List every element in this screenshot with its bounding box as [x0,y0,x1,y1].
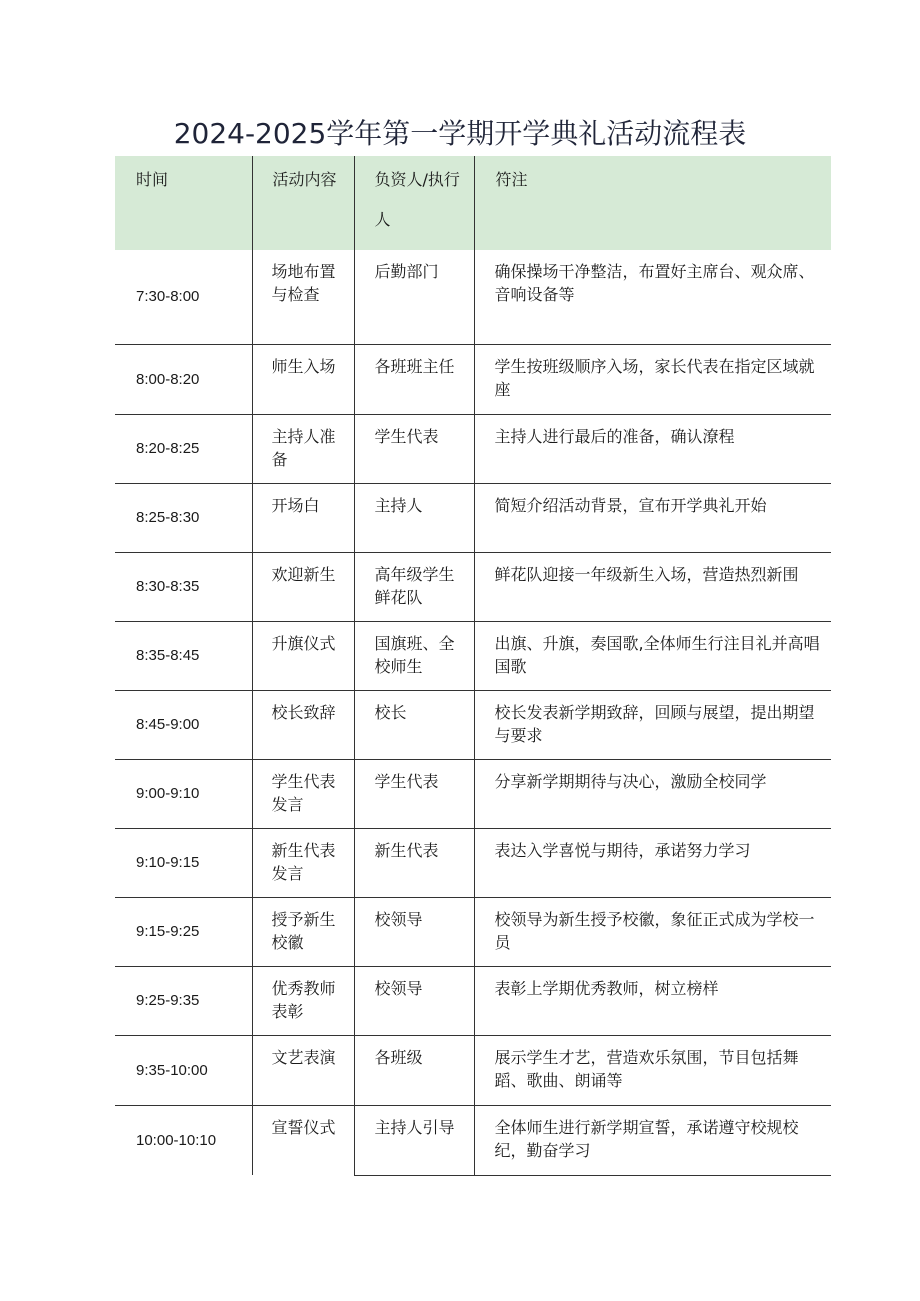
page-title: 2024-2025学年第一学期开学典礼活动流程表 [173,117,747,150]
note-cell: 表达入学喜悦与期待，承诺努力学习 [474,828,831,897]
person-cell: 高年级学生鲜花队 [354,552,474,621]
note-cell: 展示学生才艺，营造欢乐氛围，节目包括舞蹈、歌曲、朗诵等 [474,1035,831,1105]
activity-cell: 升旗仪式 [252,621,354,690]
table-row [115,759,831,828]
time-cell: 8:20-8:25 [115,414,252,483]
activity-cell: 场地布置与检查 [252,250,354,344]
table-row [115,1035,831,1105]
table-row [115,828,831,897]
time-cell: 9:10-9:15 [115,828,252,897]
activity-cell: 优秀教师表彰 [252,966,354,1035]
note-cell: 表彰上学期优秀教师，树立榜样 [474,966,831,1035]
activity-cell: 新生代表发言 [252,828,354,897]
activity-cell: 欢迎新生 [252,552,354,621]
person-cell: 国旗班、全校师生 [354,621,474,690]
note-cell: 出旗、升旗，奏国歌,全体师生行注目礼并高唱国歌 [474,621,831,690]
table-row [115,483,831,552]
time-cell: 8:30-8:35 [115,552,252,621]
table-body [115,250,831,1175]
person-cell: 校领导 [354,966,474,1035]
activity-cell: 学生代表发言 [252,759,354,828]
table-header [115,156,831,250]
person-cell: 后勤部门 [354,250,474,344]
person-cell: 新生代表 [354,828,474,897]
person-cell: 校长 [354,690,474,759]
note-cell: 校领导为新生授予校徽，象征正式成为学校一员 [474,897,831,966]
table-row [115,414,831,483]
header-note: 符注 [474,156,831,250]
time-cell: 8:45-9:00 [115,690,252,759]
person-cell: 学生代表 [354,414,474,483]
activity-cell: 校长致辞 [252,690,354,759]
table-row [115,1105,831,1175]
activity-cell: 师生入场 [252,344,354,414]
table-row [115,897,831,966]
table-row [115,690,831,759]
person-cell: 主持人 [354,483,474,552]
note-cell: 分享新学期期待与决心，激励全校同学 [474,759,831,828]
person-cell: 主持人引导 [354,1105,474,1175]
note-cell: 简短介绍活动背景，宣布开学典礼开始 [474,483,831,552]
time-cell: 9:15-9:25 [115,897,252,966]
header-person: 负资人/执行人 [354,156,474,250]
activity-cell: 开场白 [252,483,354,552]
activity-cell: 宣誓仪式 [252,1105,354,1175]
header-time: 时间 [115,156,252,250]
table-row [115,250,831,344]
table-row [115,966,831,1035]
table-row [115,552,831,621]
person-cell: 学生代表 [354,759,474,828]
note-cell: 学生按班级顺序入场，家长代表在指定区域就座 [474,344,831,414]
person-cell: 校领导 [354,897,474,966]
time-cell: 8:00-8:20 [115,344,252,414]
time-cell: 8:35-8:45 [115,621,252,690]
table-row [115,621,831,690]
note-cell: 校长发表新学期致辞，回顾与展望，提出期望与要求 [474,690,831,759]
time-cell: 7:30-8:00 [115,250,252,344]
activity-cell: 主持人准备 [252,414,354,483]
time-cell: 9:25-9:35 [115,966,252,1035]
time-cell: 8:25-8:30 [115,483,252,552]
activity-cell: 文艺表演 [252,1035,354,1105]
schedule-table [115,156,831,1176]
time-cell: 9:35-10:00 [115,1035,252,1105]
note-cell: 鲜花队迎接一年级新生入场，营造热烈新围 [474,552,831,621]
note-cell: 主持人进行最后的准备，确认潦程 [474,414,831,483]
time-cell: 10:00-10:10 [136,1131,217,1149]
person-cell: 各班级 [354,1035,474,1105]
table-row [115,344,831,414]
activity-cell: 授予新生校徽 [252,897,354,966]
note-cell: 确保操场干净整洁，布置好主席台、观众席、音响设备等 [474,250,831,344]
time-cell: 9:00-9:10 [115,759,252,828]
person-cell: 各班班主任 [354,344,474,414]
header-activity: 活动内容 [252,156,354,250]
note-cell: 全体师生进行新学期宣誓，承诺遵守校规校纪，勤奋学习 [474,1105,831,1175]
